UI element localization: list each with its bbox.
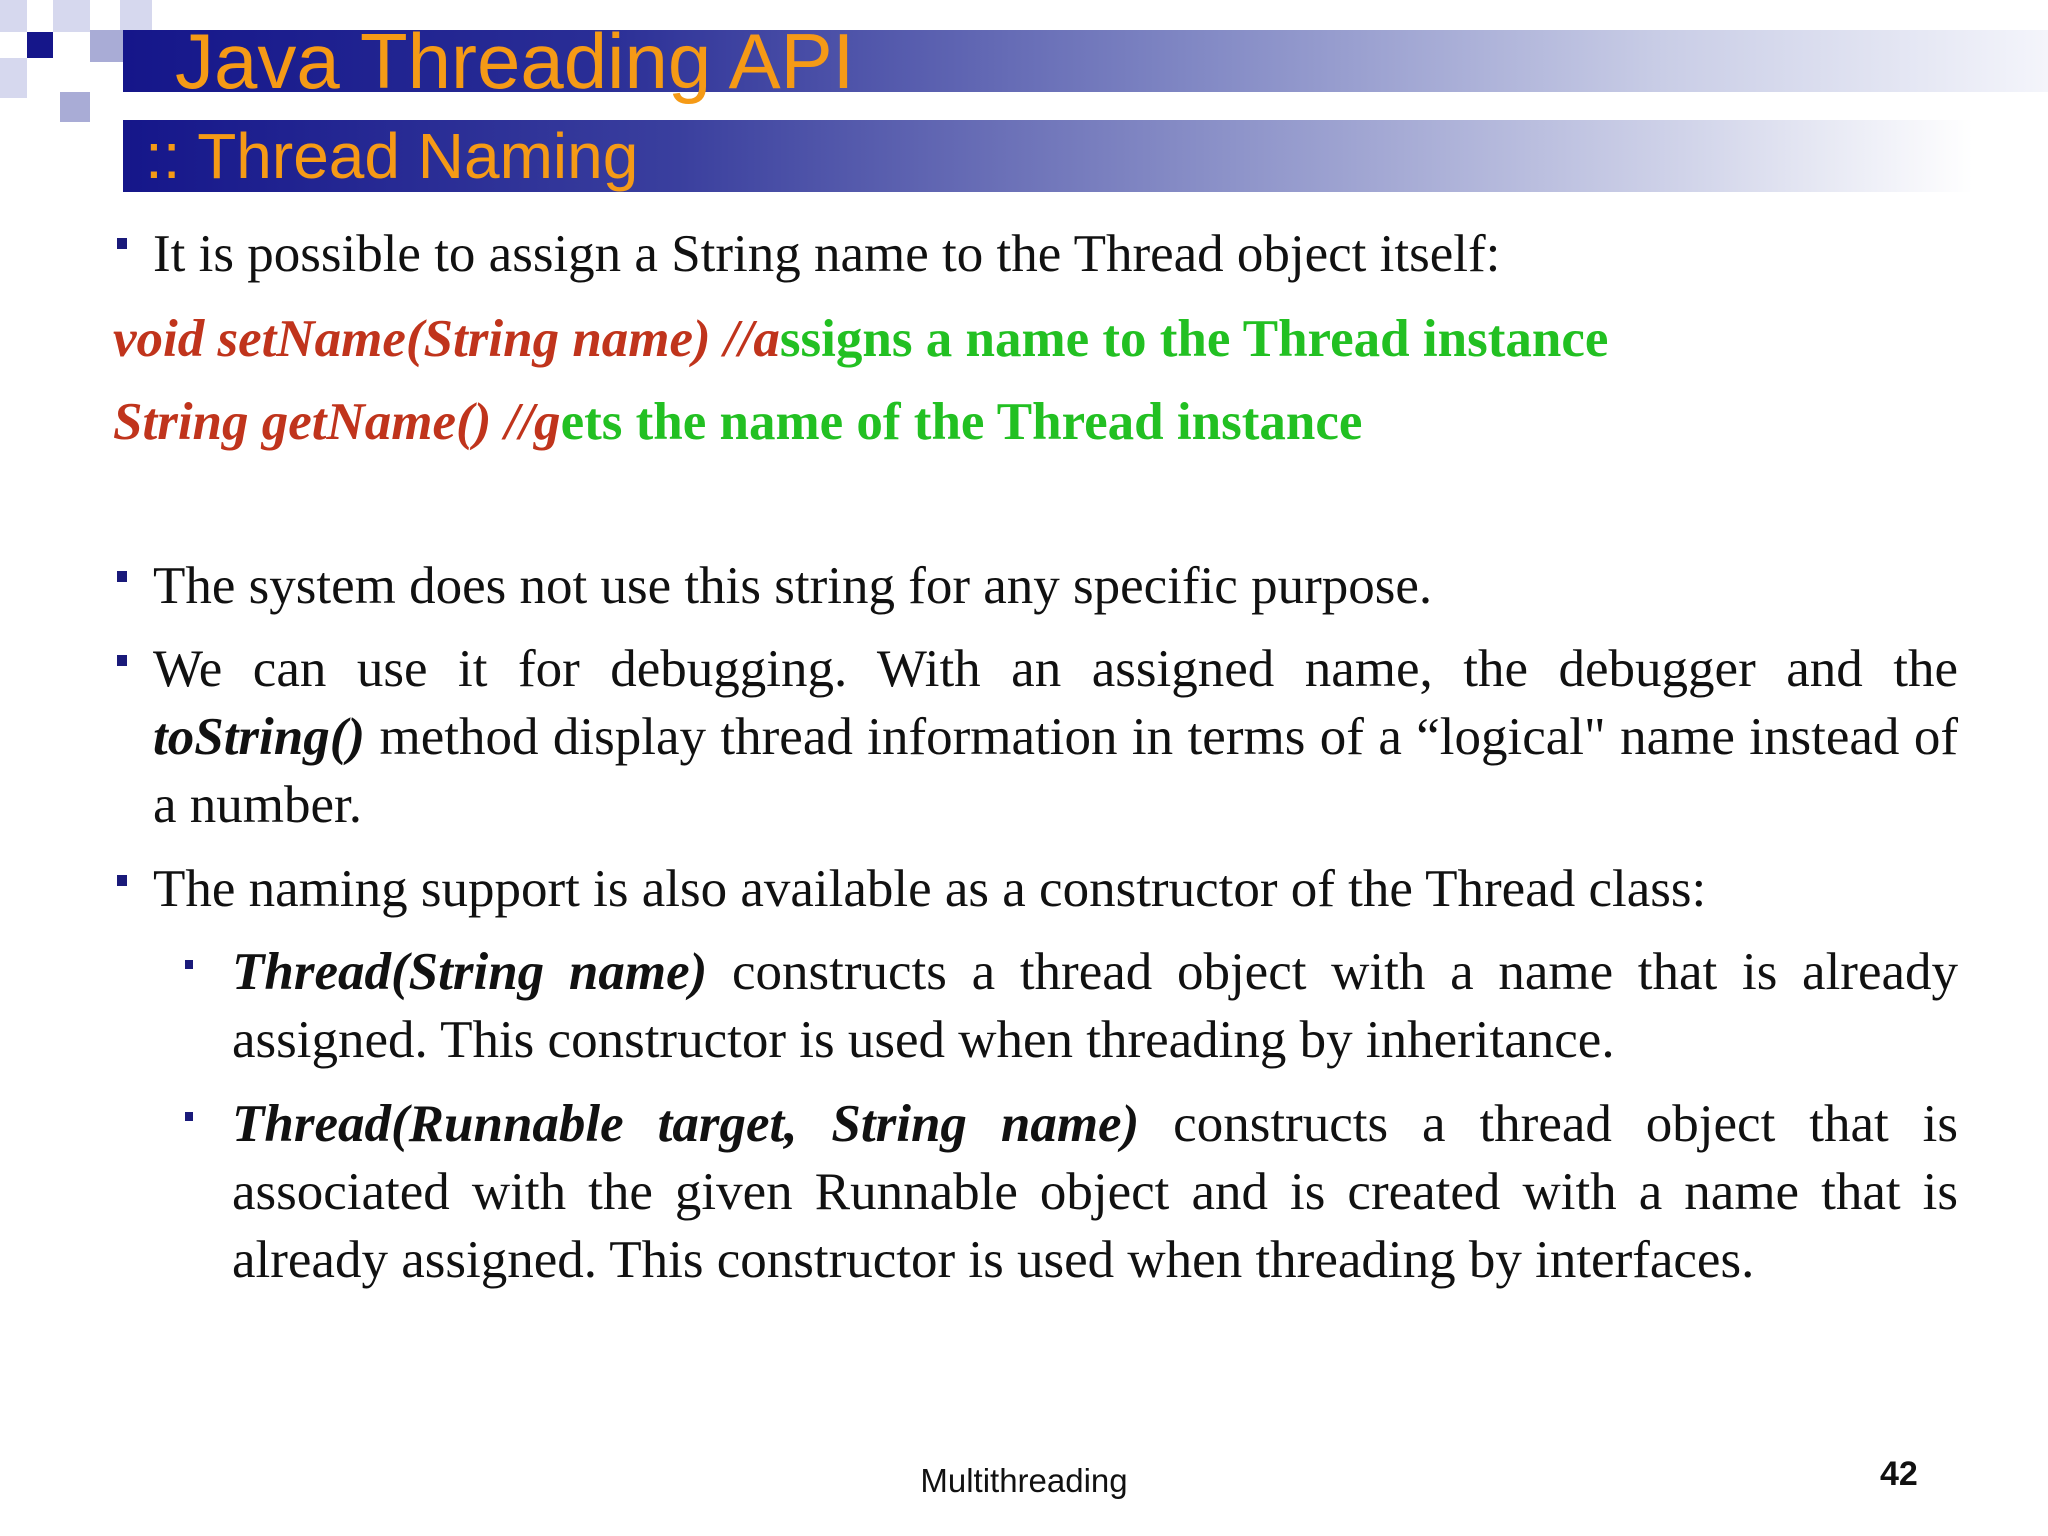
page-number: 42 — [1880, 1455, 1918, 1493]
sub-bullet-thread-name — [232, 938, 1958, 1074]
logo-square-mid — [60, 92, 90, 122]
constructor-thread-name: Thread(String name) — [232, 943, 708, 1001]
slide-subtitle: :: Thread Naming — [145, 120, 639, 192]
bullet-marker — [117, 875, 127, 886]
logo-square-light — [120, 0, 152, 30]
bullet-marker — [117, 571, 127, 582]
sub2-text: constructs a thread object that is associated with the given Runnable object and is created with a name that is already assigned. This constructor is used when threading by interfaces. — [232, 1095, 1958, 1289]
getname-code: String getName() //g — [113, 393, 561, 451]
setname-code: void setName(String name) //a — [113, 310, 780, 368]
sub1-text: constructs a thread object with a name that is already assigned. This constructor is used when threading by inheritance. — [232, 943, 1958, 1069]
bullet-constructor: The naming support is also available as a constructor of the Thread class: — [153, 860, 1707, 918]
debugging-text-end: method display thread information in terms of a “logical" name instead of a number. — [153, 708, 1958, 834]
getname-comment: ets the name of the Thread instance — [560, 393, 1363, 451]
bullet-marker — [117, 655, 127, 666]
tostring-method: toString() — [153, 708, 366, 766]
logo-square-light — [0, 0, 27, 32]
footer-label: Multithreading — [920, 1462, 1128, 1499]
logo-square-navy — [27, 32, 53, 58]
constructor-runnable-name: Thread(Runnable target, String name) — [232, 1095, 1140, 1153]
getname-line — [113, 388, 1362, 456]
sub-bullet-marker — [185, 1112, 193, 1121]
setname-line — [113, 305, 1608, 373]
setname-comment: ssigns a name to the Thread instance — [779, 310, 1609, 368]
logo-square-light — [0, 58, 27, 98]
bullet-purpose: The system does not use this string for any specific purpose. — [153, 557, 1433, 615]
debugging-text-start: We can use it for debugging. With an assigned name, the debugger and the — [153, 640, 1958, 698]
logo-square-light — [53, 0, 90, 32]
slide-title: Java Threading API — [175, 17, 855, 105]
sub-bullet-marker — [185, 960, 193, 969]
logo-square-mid — [90, 30, 123, 62]
bullet-debugging — [153, 635, 1958, 839]
bullet-marker — [117, 238, 127, 249]
sub-bullet-runnable-name — [232, 1090, 1958, 1294]
intro-text: It is possible to assign a String name to the Thread object itself: — [153, 225, 1501, 283]
